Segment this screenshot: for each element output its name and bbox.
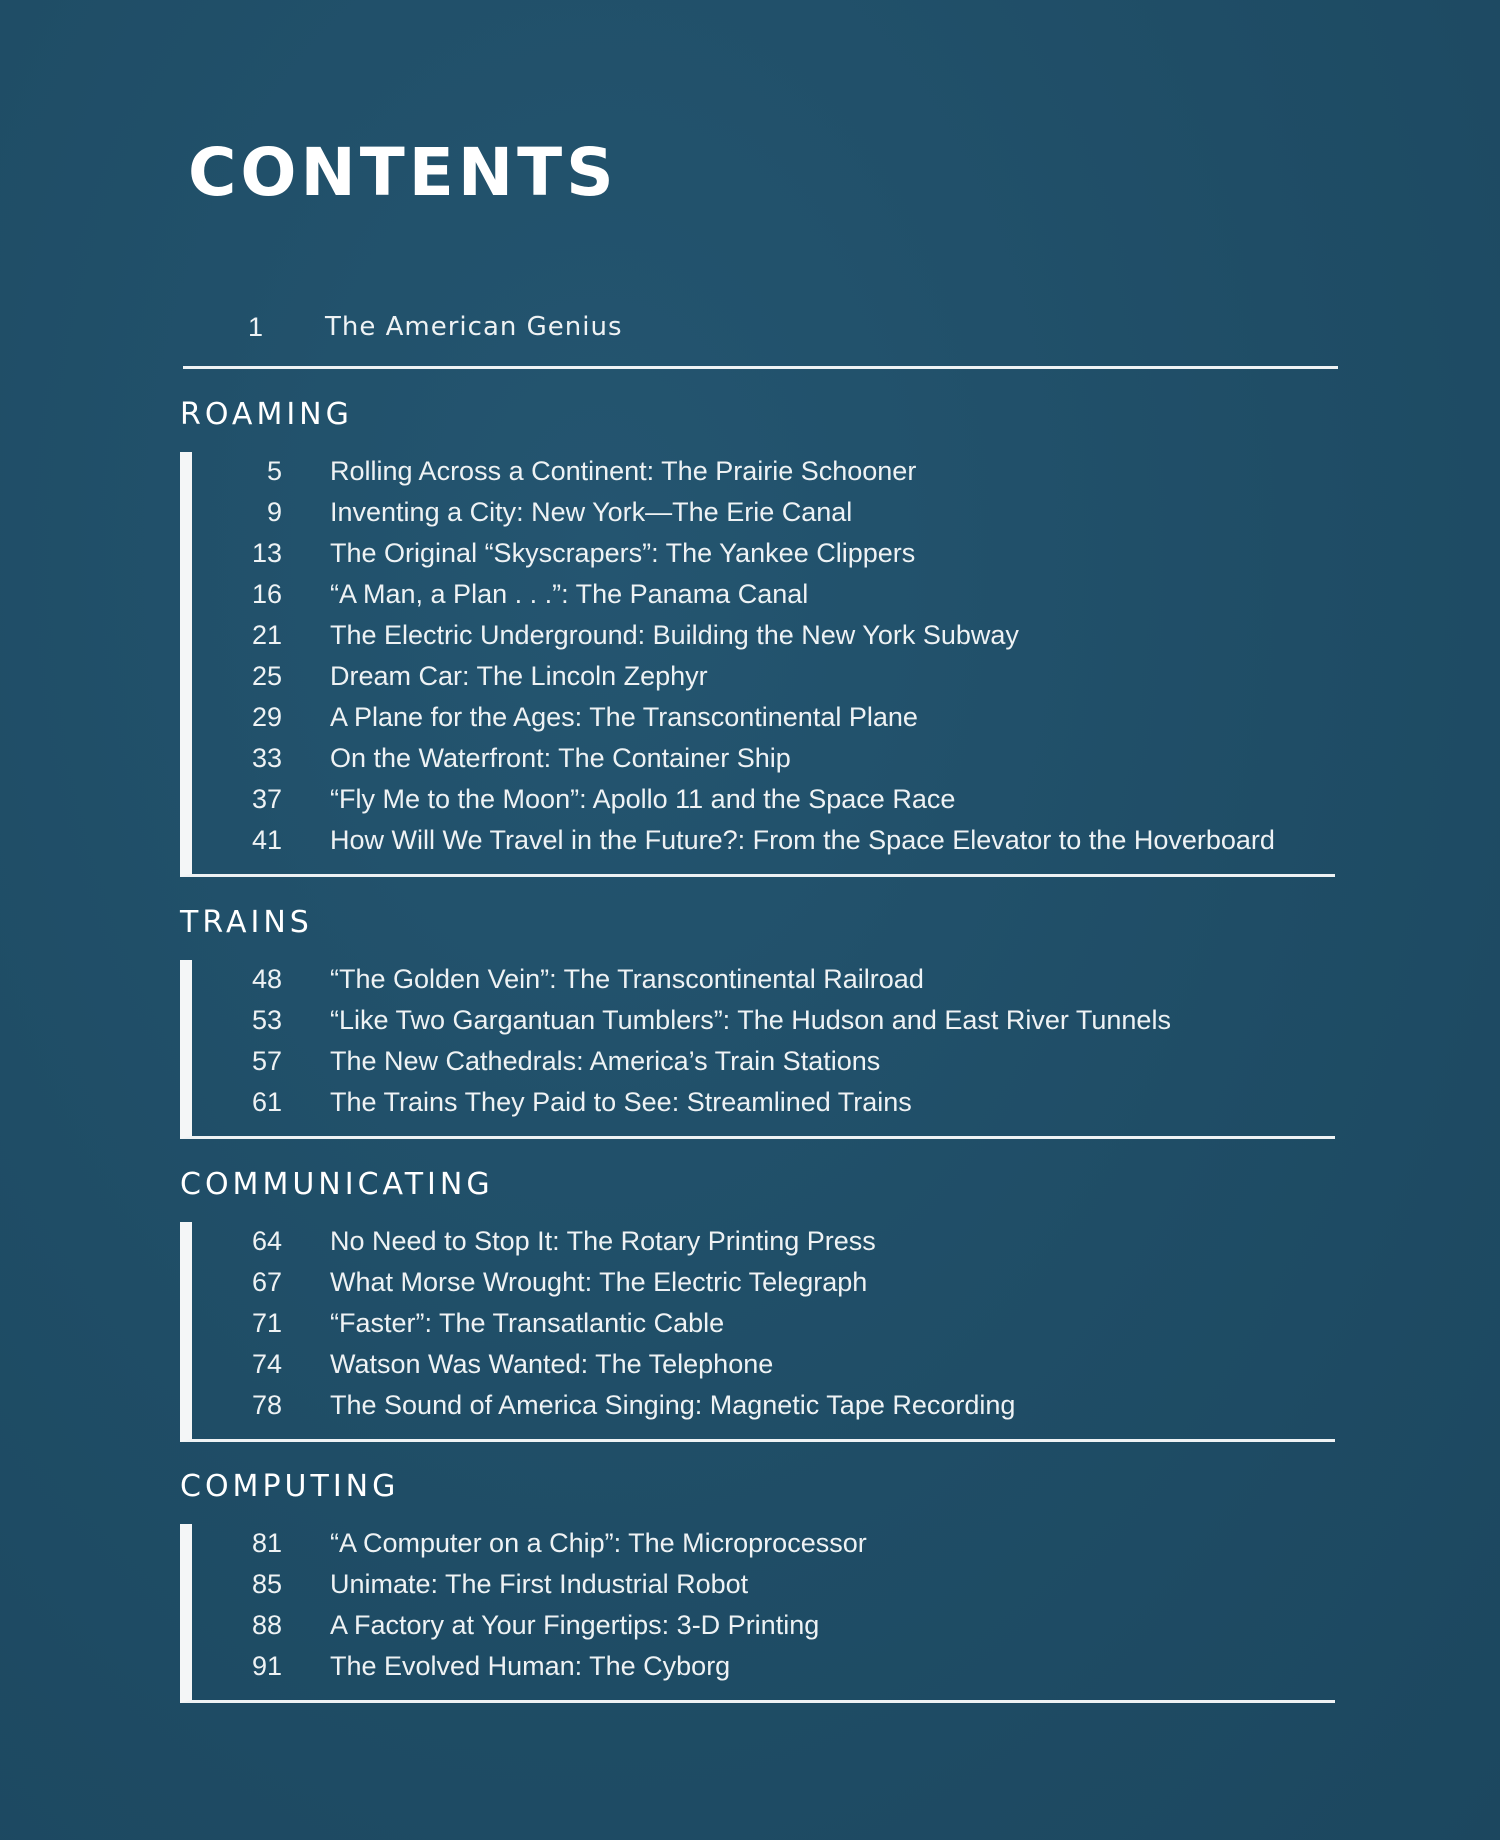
- toc-entry: [192, 1647, 1335, 1688]
- section-heading: ROAMING: [180, 397, 353, 432]
- toc-entry: [192, 1565, 1335, 1606]
- toc-entry: [192, 698, 1335, 739]
- entry-title: The American Genius: [325, 312, 623, 342]
- entry-page-number: 74: [251, 1349, 282, 1379]
- entry-page-number: 41: [251, 825, 282, 855]
- entry-title: A Factory at Your Fingertips: 3-D Printing: [330, 1610, 820, 1640]
- entry-page-number: 9: [266, 497, 282, 527]
- entry-title: “Fly Me to the Moon”: Apollo 11 and the Space Race: [330, 784, 956, 814]
- entry-page-number: 21: [251, 620, 282, 650]
- entry-title: The Sound of America Singing: Magnetic Tape Recording: [330, 1390, 1016, 1420]
- entry-title: “A Man, a Plan . . .”: The Panama Canal: [330, 579, 809, 609]
- toc-entry: [192, 657, 1335, 698]
- entry-page-number: 61: [251, 1087, 282, 1117]
- entry-page-number: 1: [247, 312, 263, 342]
- toc-entry: [192, 1083, 1335, 1124]
- toc-entry: [192, 1386, 1335, 1427]
- entry-title: Dream Car: The Lincoln Zephyr: [330, 661, 708, 691]
- entry-page-number: 13: [251, 538, 282, 568]
- entry-page-number: 37: [251, 784, 282, 814]
- entry-title: How Will We Travel in the Future?: From the Space Elevator to the Hoverboard: [330, 825, 1275, 855]
- entry-page-number: 5: [266, 456, 282, 486]
- toc-entry: [192, 616, 1335, 657]
- toc-entry: [192, 493, 1335, 534]
- toc-entry: [192, 1042, 1335, 1083]
- entry-page-number: 33: [251, 743, 282, 773]
- section-spacer: [192, 1124, 1335, 1136]
- toc-entry: [192, 1222, 1335, 1263]
- toc-entry: [192, 534, 1335, 575]
- toc-entry: [192, 1524, 1335, 1565]
- section-entries: [180, 960, 1335, 1139]
- entry-title: Watson Was Wanted: The Telephone: [330, 1349, 774, 1379]
- entry-title: The New Cathedrals: America’s Train Stations: [330, 1046, 881, 1076]
- entry-page-number: 88: [251, 1610, 282, 1640]
- entry-page-number: 48: [251, 964, 282, 994]
- section-roaming: [180, 397, 1335, 877]
- toc-entry: [192, 739, 1335, 780]
- entry-title: A Plane for the Ages: The Transcontinental Plane: [330, 702, 918, 732]
- intro-entry: [183, 306, 1338, 369]
- entry-title: No Need to Stop It: The Rotary Printing Press: [330, 1226, 876, 1256]
- entry-page-number: 81: [251, 1528, 282, 1558]
- entry-title: The Electric Underground: Building the New York Subway: [330, 620, 1019, 650]
- entry-title: “A Computer on a Chip”: The Microprocessor: [330, 1528, 867, 1558]
- entry-page-number: 53: [251, 1005, 282, 1035]
- entry-page-number: 71: [251, 1308, 282, 1338]
- toc-entry: [192, 1345, 1335, 1386]
- entry-page-number: 78: [251, 1390, 282, 1420]
- section-spacer: [192, 1688, 1335, 1700]
- toc-entry: [192, 1304, 1335, 1345]
- entry-page-number: 67: [251, 1267, 282, 1297]
- toc-entry: [192, 452, 1335, 493]
- entry-title: “The Golden Vein”: The Transcontinental Railroad: [330, 964, 924, 994]
- section-heading: TRAINS: [180, 905, 313, 940]
- section-entries: [180, 1524, 1335, 1703]
- entry-title: “Faster”: The Transatlantic Cable: [330, 1308, 725, 1338]
- entry-title: The Evolved Human: The Cyborg: [330, 1651, 731, 1681]
- page-title: CONTENTS: [188, 134, 618, 211]
- entry-page-number: 85: [251, 1569, 282, 1599]
- entry-title: The Original “Skyscrapers”: The Yankee Clippers: [330, 538, 916, 568]
- section-entries: [180, 1222, 1335, 1442]
- section-communicating: [180, 1167, 1335, 1442]
- section-heading: COMPUTING: [180, 1469, 400, 1504]
- section-heading: COMMUNICATING: [180, 1167, 494, 1202]
- entry-page-number: 91: [251, 1651, 282, 1681]
- entry-title: On the Waterfront: The Container Ship: [330, 743, 791, 773]
- entry-title: Unimate: The First Industrial Robot: [330, 1569, 749, 1599]
- section-entries: [180, 452, 1335, 877]
- entry-title: What Morse Wrought: The Electric Telegraph: [330, 1267, 868, 1297]
- entry-page-number: 25: [251, 661, 282, 691]
- section-computing: [180, 1469, 1335, 1703]
- entry-title: The Trains They Paid to See: Streamlined Trains: [330, 1087, 912, 1117]
- entry-page-number: 16: [251, 579, 282, 609]
- toc-entry: [192, 1001, 1335, 1042]
- entry-page-number: 64: [251, 1226, 282, 1256]
- toc-entry: [192, 780, 1335, 821]
- section-spacer: [192, 862, 1335, 874]
- entry-page-number: 29: [251, 702, 282, 732]
- toc-entry: [192, 1263, 1335, 1304]
- entry-title: Rolling Across a Continent: The Prairie Schooner: [330, 456, 917, 486]
- toc-entry: [192, 575, 1335, 616]
- section-spacer: [192, 1427, 1335, 1439]
- toc-entry: [192, 1606, 1335, 1647]
- toc-entry: [192, 960, 1335, 1001]
- entry-title: “Like Two Gargantuan Tumblers”: The Hudson and East River Tunnels: [330, 1005, 1171, 1035]
- section-trains: [180, 905, 1335, 1139]
- toc-entry: [192, 821, 1335, 862]
- entry-page-number: 57: [251, 1046, 282, 1076]
- entry-title: Inventing a City: New York—The Erie Canal: [330, 497, 853, 527]
